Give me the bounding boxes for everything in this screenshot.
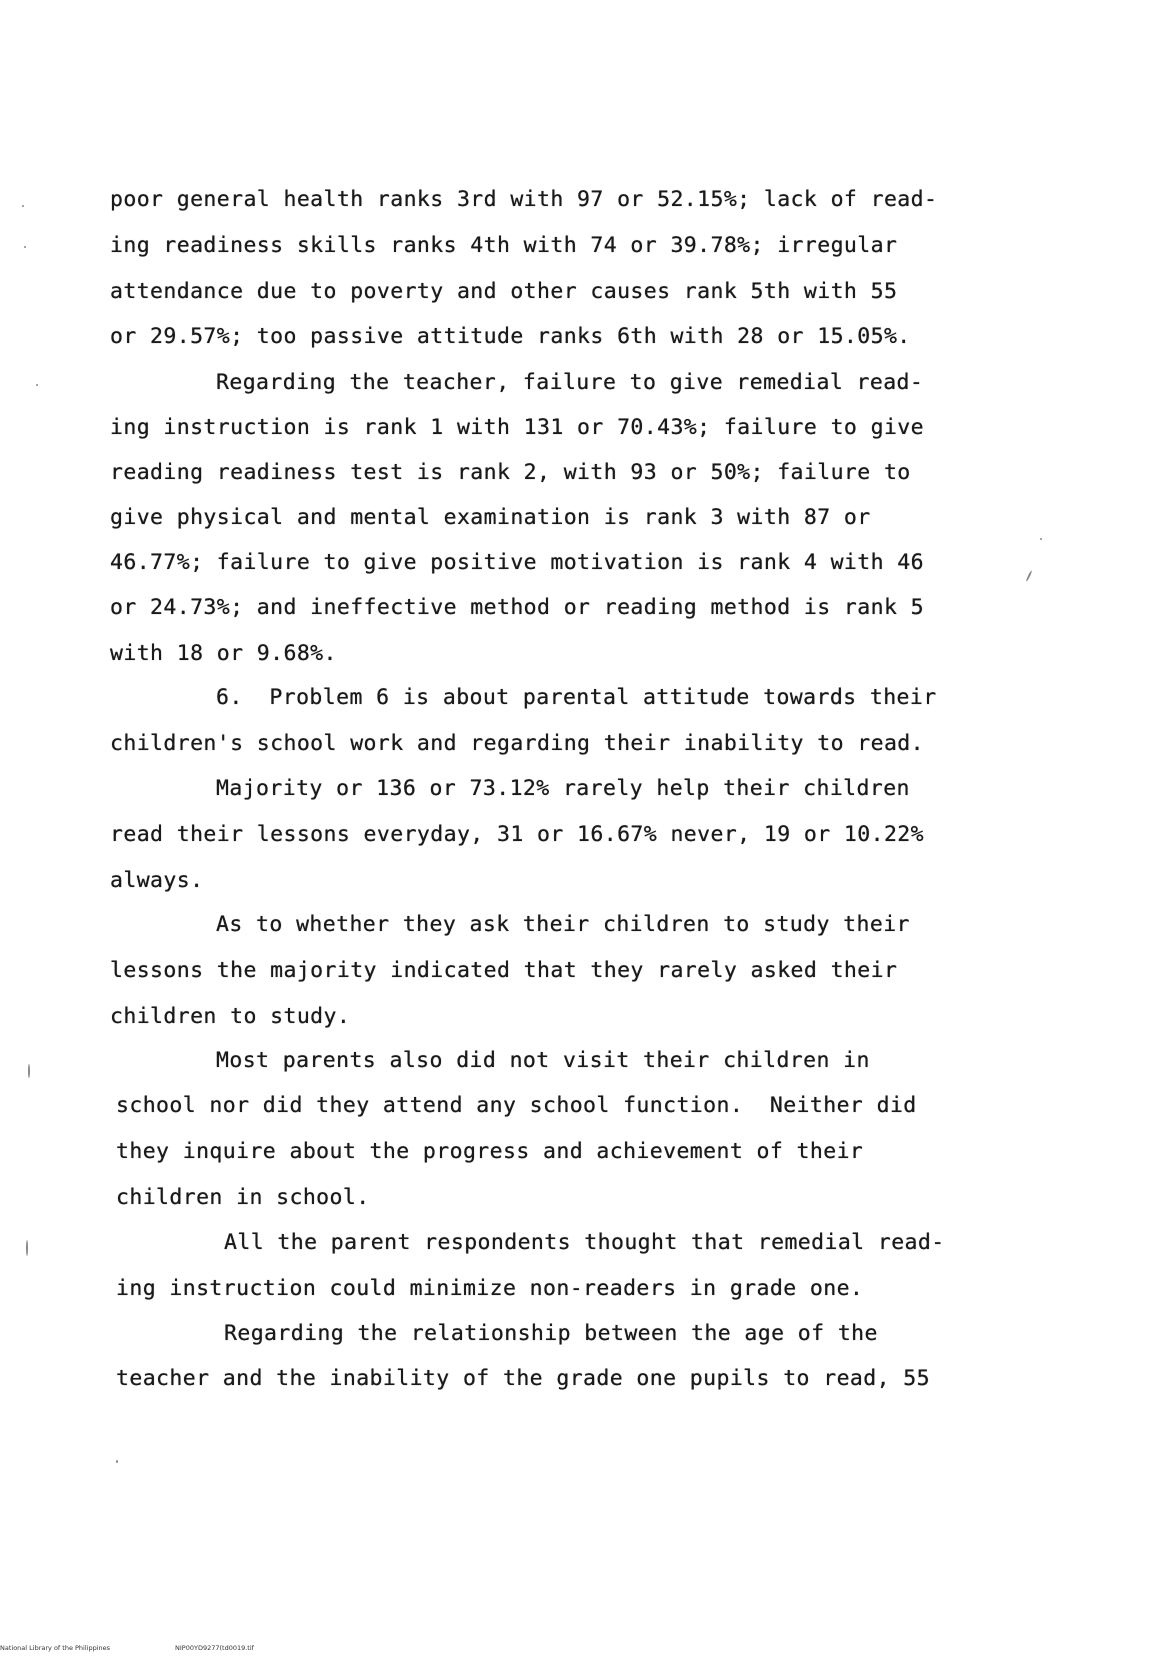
text-line-14: Majority or 136 or 73.12% rarely help their children [216,776,910,801]
text-line-2: ing readiness skills ranks 4th with 74 or 39.78%; irregular [110,233,898,258]
footer-library: National Library of the Philippines [0,1644,111,1652]
text-line-20: Most parents also did not visit their children in [216,1048,870,1073]
text-line-24: All the parent respondents thought that remedial read- [224,1230,945,1255]
text-line-4: or 29.57%; too passive attitude ranks 6th with 28 or 15.05%. [110,324,911,349]
text-line-11: with 18 or 9.68%. [110,641,337,666]
scan-speck [28,1064,30,1078]
text-line-26: Regarding the relationship between the age of the [224,1321,878,1346]
scan-speck [1040,538,1042,540]
scan-speck [116,1460,118,1463]
text-line-8: give physical and mental examination is rank 3 with 87 or [110,505,871,530]
text-line-13: children's school work and regarding their inability to read. [110,731,924,756]
text-line-9: 46.77%; failure to give positive motivation is rank 4 with 46 [110,550,924,575]
text-line-12: 6. Problem 6 is about parental attitude towards their [216,685,937,710]
text-line-22: they inquire about the progress and achievement of their [116,1139,864,1164]
text-line-23: children in school. [116,1185,370,1210]
scan-speck [1026,570,1033,582]
scan-speck [36,384,38,386]
footer-filename: NIP00YD9277(td0019.tif [175,1644,254,1652]
scan-speck [26,1240,28,1256]
text-line-7: reading readiness test is rank 2, with 93 or 50%; failure to [110,460,911,485]
text-line-16: always. [110,868,204,893]
text-line-17: As to whether they ask their children to study their [216,912,910,937]
text-line-21: school nor did they attend any school function. Neither did [116,1093,917,1118]
text-line-18: lessons the majority indicated that they rarely asked their [110,958,898,983]
scan-speck [24,246,26,248]
text-line-6: ing instruction is rank 1 with 131 or 70.43%; failure to give [110,415,924,440]
text-line-5: Regarding the teacher, failure to give remedial read- [216,370,924,395]
text-line-3: attendance due to poverty and other causes rank 5th with 55 [110,279,898,304]
scan-speck [22,205,24,207]
text-line-15: read their lessons everyday, 31 or 16.67% never, 19 or 10.22% [110,822,924,847]
text-line-10: or 24.73%; and ineffective method or reading method is rank 5 [110,595,924,620]
text-line-19: children to study. [110,1004,351,1029]
text-line-27: teacher and the inability of the grade one pupils to read, 55 [116,1366,930,1391]
text-line-25: ing instruction could minimize non-readers in grade one. [116,1276,864,1301]
text-line-1: poor general health ranks 3rd with 97 or 52.15%; lack of read- [110,187,938,212]
